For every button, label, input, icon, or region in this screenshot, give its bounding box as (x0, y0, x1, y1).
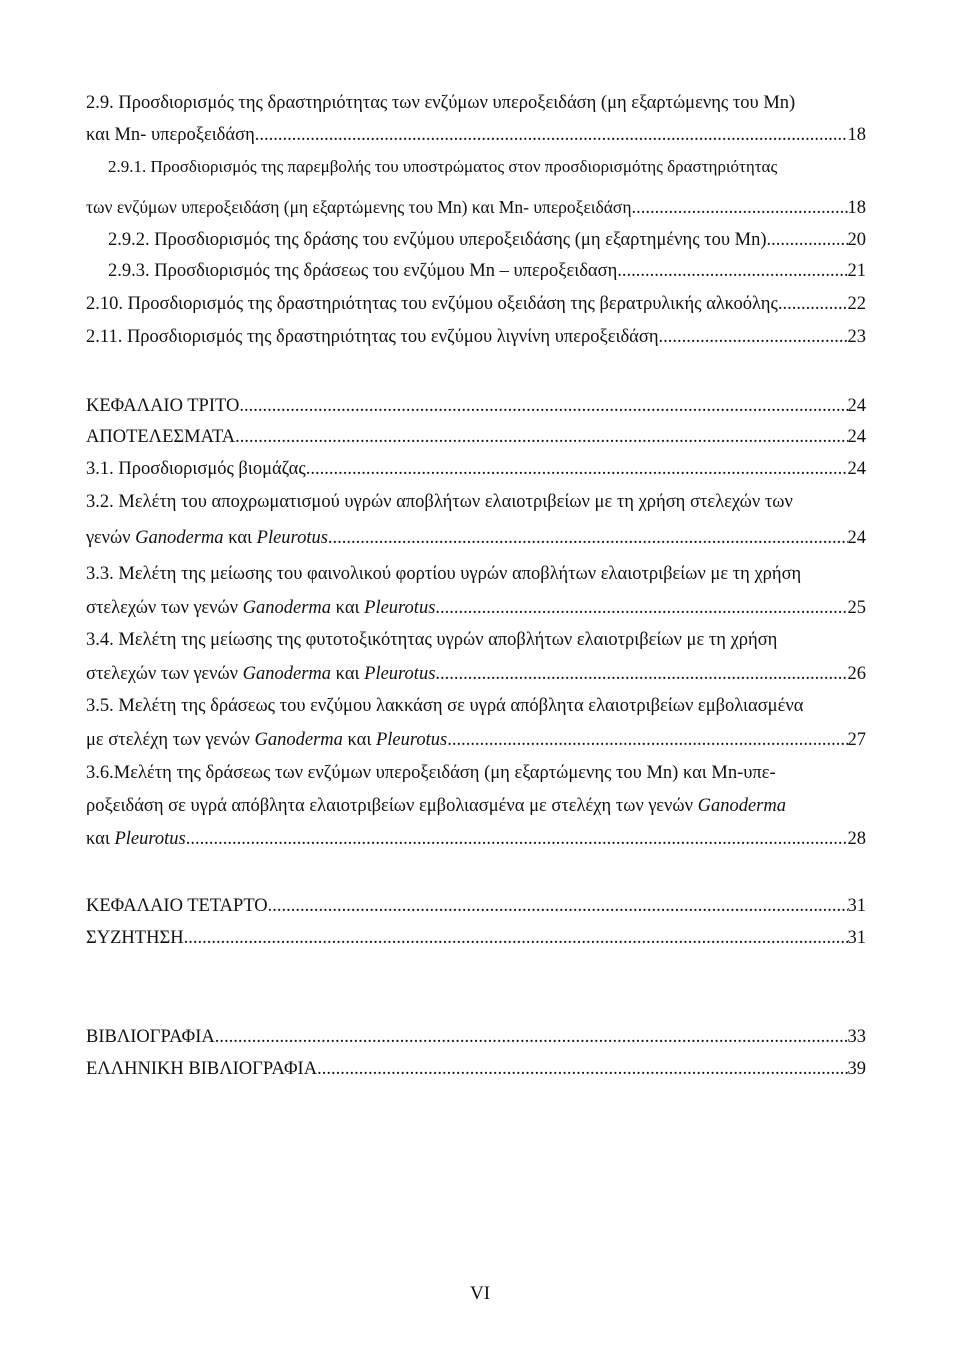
leader-dots (186, 827, 848, 851)
toc-entry-chapter-3[interactable] (86, 394, 866, 418)
toc-entry-title: και Pleurotus (86, 829, 186, 849)
toc-page-number: 22 (847, 294, 866, 314)
leader-dots (447, 728, 847, 752)
toc-entry-title: των ενζύμων υπεροξειδάση (μη εξαρτώμενης του Mn) και Mn- υπεροξειδάση (86, 197, 632, 217)
toc-entry-3-3[interactable] (86, 596, 866, 620)
toc-entry-results[interactable] (86, 425, 866, 449)
leader-dots (317, 1057, 847, 1081)
toc-entry-title: 2.10. Προσδιορισμός της δραστηριότητας του ενζύμου οξειδάση της βερατρυλικής αλκοόλης (86, 294, 778, 314)
toc-entry-2-10[interactable] (86, 292, 866, 316)
toc-entry-discussion[interactable] (86, 926, 866, 950)
page-number-footer: VI (469, 1283, 491, 1304)
toc-entry-title: και Mn- υπεροξειδάση (86, 125, 255, 145)
toc-page-number: 33 (847, 1027, 866, 1047)
leader-dots (184, 926, 848, 950)
toc-entry-title: 2.9.2. Προσδιορισμός της δράσης του ενζύμου υπεροξειδάσης (μη εξαρτημένης του Mn) (108, 230, 767, 250)
toc-page-number: 20 (847, 230, 866, 250)
toc-page-number: 24 (847, 528, 866, 548)
toc-entry-2-9-line1: 2.9. Προσδιορισμός της δραστηριότητας των ενζύμων υπεροξειδάση (μη εξαρτώμενης του Mn) (86, 93, 796, 113)
toc-page-number: 25 (847, 598, 866, 618)
toc-entry-2-9-1-line1: 2.9.1. Προσδιορισμός της παρεμβολής του υποστρώματος στον προσδιορισμότης δραστηριότητας (108, 157, 778, 176)
toc-page-number: 21 (847, 261, 866, 281)
toc-entry-2-9-3[interactable] (108, 259, 866, 283)
leader-dots (440, 662, 847, 686)
leader-dots (440, 596, 847, 620)
leader-dots (617, 259, 847, 283)
toc-page-number: 23 (847, 327, 866, 347)
toc-page-number: 31 (847, 896, 866, 916)
toc-entry-title: ΚΕΦΑΛΑΙΟ ΤΡΙΤΟ (86, 396, 240, 416)
leader-dots (333, 526, 848, 550)
toc-entry-3-4-line1: 3.4. Μελέτη της μείωσης της φυτοτοξικότητας υγρών αποβλήτων ελαιοτριβείων με τη χρήση (86, 630, 778, 650)
toc-entry-title: με στελέχη των γενών Ganoderma και Pleurotus (86, 730, 448, 750)
toc-entry-title: 2.9.3. Προσδιορισμός της δράσεως του ενζύμου Mn – υπεροξειδαση (108, 261, 618, 281)
leader-dots (778, 292, 848, 316)
toc-entry-3-1[interactable] (86, 457, 866, 481)
toc-entry-3-3-line1: 3.3. Μελέτη της μείωσης του φαινολικού φορτίου υγρών αποβλήτων ελαιοτριβείων με τη χρήση (86, 564, 802, 584)
leader-dots (659, 325, 848, 349)
toc-entry-title: γενών Ganoderma και Pleurotus. (86, 528, 333, 548)
toc-entry-2-9[interactable] (86, 123, 866, 147)
toc-entry-3-4[interactable] (86, 662, 866, 686)
leader-dots (215, 1025, 848, 1049)
toc-page-number: 26 (847, 664, 866, 684)
toc-entry-2-9-2[interactable] (108, 228, 866, 252)
toc-entry-3-6-line2: ροξειδάση σε υγρά απόβλητα ελαιοτριβείων εμβολιασμένα με στελέχη των γενών Ganoderma (86, 796, 786, 816)
toc-page-number: 28 (847, 829, 866, 849)
leader-dots (766, 228, 847, 252)
toc-entry-bibliography[interactable] (86, 1025, 866, 1049)
toc-entry-3-2-line1: 3.2. Μελέτη του αποχρωματισμού υγρών αποβλήτων ελαιοτριβείων με τη χρήση στελεχών των (86, 492, 793, 512)
leader-dots (268, 894, 848, 918)
toc-page-number: 24 (847, 459, 866, 479)
leader-dots (255, 123, 848, 147)
leader-dots (239, 394, 847, 418)
toc-page-number: 18 (847, 198, 866, 218)
toc-entry-title: 2.11. Προσδιορισμός της δραστηριότητας του ενζύμου λιγνίνη υπεροξειδάση (86, 327, 659, 347)
toc-entry-2-9-1[interactable] (86, 195, 866, 219)
toc-entry-chapter-4[interactable] (86, 894, 866, 918)
toc-entry-greek-bibliography[interactable] (86, 1057, 866, 1081)
toc-entry-3-6-line1: 3.6.Μελέτη της δράσεως των ενζύμων υπεροξειδάση (μη εξαρτώμενης του Mn) και Mn-υπε- (86, 763, 776, 783)
toc-entry-title: ΒΙΒΛΙΟΓΡΑΦΙΑ (86, 1027, 215, 1047)
toc-entry-2-11[interactable] (86, 325, 866, 349)
toc-entry-title: στελεχών των γενών Ganoderma και Pleurotus. (86, 598, 441, 618)
toc-entry-title: ΣΥΖΗΤΗΣΗ (86, 928, 184, 948)
toc-entry-3-5[interactable] (86, 728, 866, 752)
toc-entry-3-2[interactable] (86, 526, 866, 550)
toc-entry-title: ΚΕΦΑΛΑΙΟ ΤΕΤΑΡΤΟ (86, 896, 268, 916)
toc-page-number: 24 (847, 396, 866, 416)
leader-dots (632, 196, 848, 220)
leader-dots (306, 457, 848, 481)
toc-page-number: 27 (847, 730, 866, 750)
toc-entry-title: ΕΛΛΗΝΙΚΗ ΒΙΒΛΙΟΓΡΑΦΙΑ (86, 1059, 318, 1079)
toc-entry-title: στελεχών των γενών Ganoderma και Pleurotus. (86, 664, 441, 684)
toc-entry-3-5-line1: 3.5. Μελέτη της δράσεως του ενζύμου λακκάση σε υγρά απόβλητα ελαιοτριβείων εμβολιασμένα (86, 696, 804, 716)
toc-entry-title: 3.1. Προσδιορισμός βιομάζας (86, 459, 306, 479)
leader-dots (235, 425, 847, 449)
toc-entry-title: ΑΠΟΤΕΛΕΣΜΑΤΑ (86, 427, 236, 447)
toc-page-number: 18 (847, 125, 866, 145)
toc-entry-3-6[interactable] (86, 827, 866, 851)
toc-page-number: 24 (847, 427, 866, 447)
toc-page-number: 31 (847, 928, 866, 948)
toc-page-number: 39 (847, 1059, 866, 1079)
